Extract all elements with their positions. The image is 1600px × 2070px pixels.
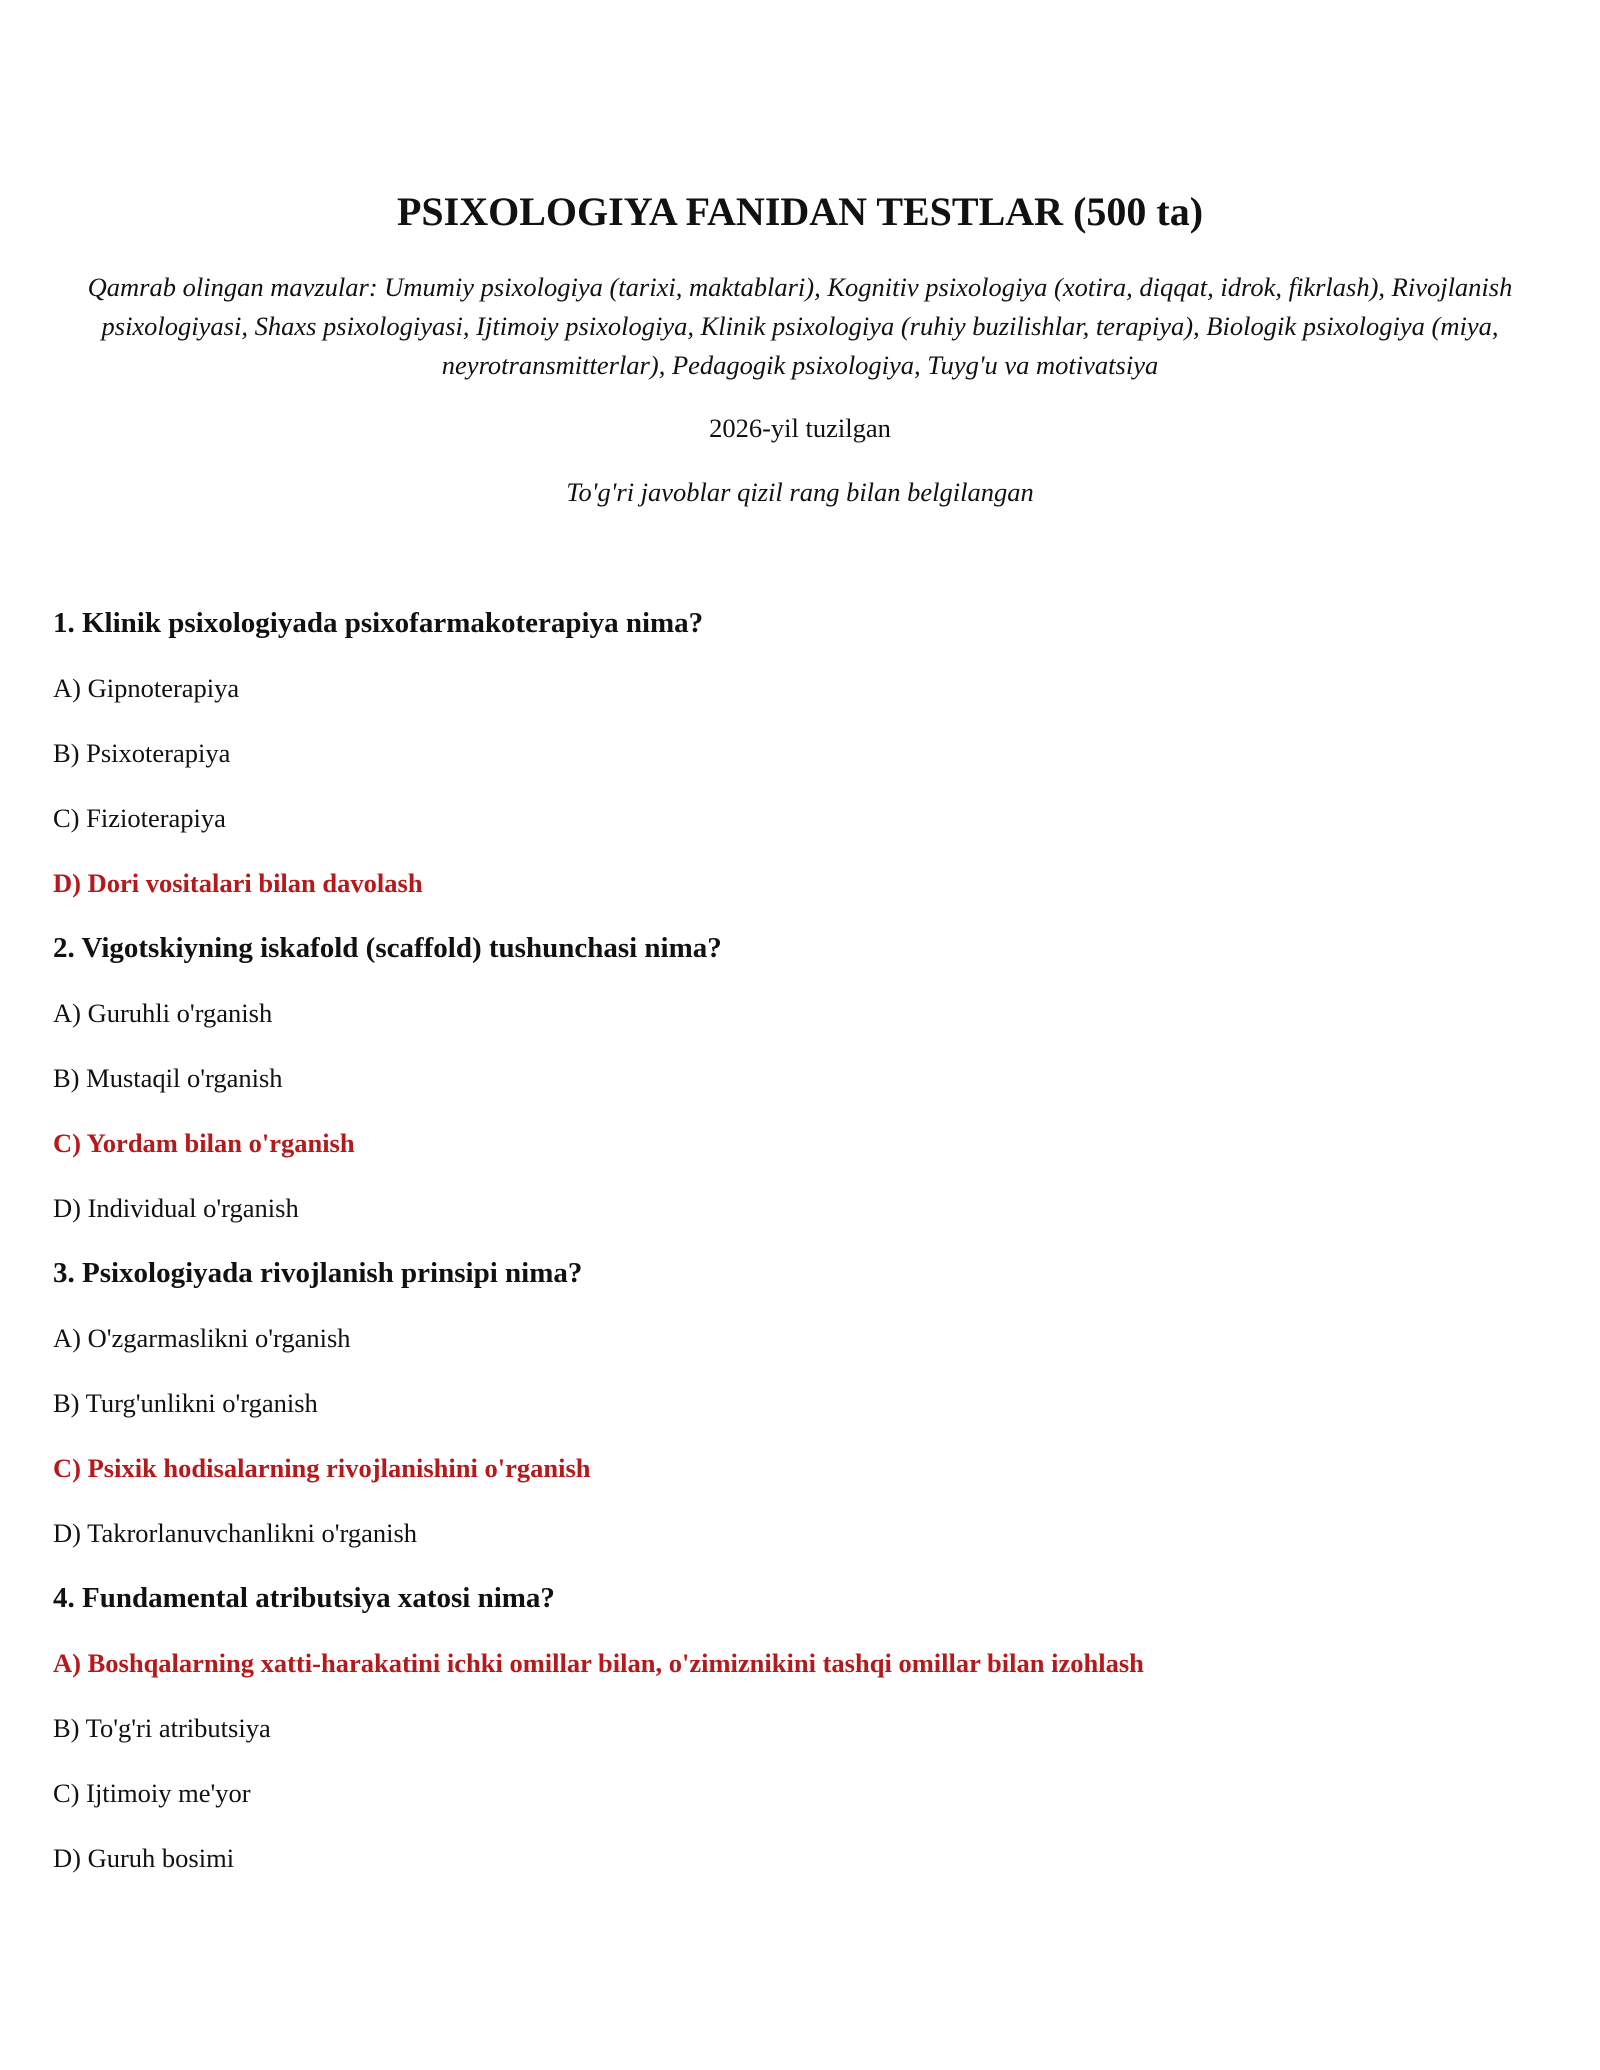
correct-answer-option: C) Psixik hodisalarning rivojlanishini o'rganish (53, 1453, 591, 1483)
answer-option: A) Gipnoterapiya (53, 673, 240, 703)
correct-answer-option: A) Boshqalarning xatti-harakatini ichki omillar bilan, o'zimiznikini tashqi omillar bilan izohlash (53, 1648, 1144, 1678)
answer-option: A) O'zgarmaslikni o'rganish (53, 1323, 351, 1353)
answer-key-note: To'g'ri javoblar qizil rang bilan belgilangan (566, 477, 1034, 507)
answer-option: D) Individual o'rganish (53, 1193, 299, 1223)
question-text: 2. Vigotskiyning iskafold (scaffold) tushunchasi nima? (53, 932, 722, 964)
topics-description: Qamrab olingan mavzular: Umumiy psixologiya (tarixi, maktablari), Kognitiv psixologiya (xotira, diqqat, idrok, fikrlash), Rivojlanish psixologiyasi, Shaxs psixologiyasi, Ijtimoiy psixologiya, Klinik psixologiya (ruhiy buzilishlar, terapiya), Biologik psixologiya (miya, neyrotransmitterlar), Pedagogik psixologiya, Tuyg'u va motivatsiya (87, 272, 1513, 380)
answer-option: B) Turg'unlikni o'rganish (53, 1388, 318, 1418)
correct-answer-option: D) Dori vositalari bilan davolash (53, 868, 423, 898)
question-item (53, 1580, 1553, 1905)
answer-option: C) Fizioterapiya (53, 803, 226, 833)
answer-option: A) Guruhli o'rganish (53, 998, 273, 1028)
correct-answer-option: C) Yordam bilan o'rganish (53, 1128, 355, 1158)
compiled-year: 2026-yil tuzilgan (709, 413, 891, 443)
question-list (53, 605, 1553, 1905)
question-item (53, 1255, 1553, 1580)
document-title: PSIXOLOGIYA FANIDAN TESTLAR (500 ta) (396, 189, 1204, 234)
answer-option: B) Mustaqil o'rganish (53, 1063, 283, 1093)
question-text: 4. Fundamental atributsiya xatosi nima? (53, 1582, 555, 1614)
answer-option: B) To'g'ri atributsiya (53, 1713, 271, 1743)
answer-option: B) Psixoterapiya (53, 738, 231, 768)
question-text: 3. Psixologiyada rivojlanish prinsipi nima? (53, 1257, 583, 1289)
question-item (53, 605, 1553, 930)
answer-option: C) Ijtimoiy me'yor (53, 1778, 251, 1808)
answer-option: D) Guruh bosimi (53, 1843, 235, 1873)
question-text: 1. Klinik psixologiyada psixofarmakoterapiya nima? (53, 607, 704, 639)
question-item (53, 930, 1553, 1255)
answer-option: D) Takrorlanuvchanlikni o'rganish (53, 1518, 418, 1548)
